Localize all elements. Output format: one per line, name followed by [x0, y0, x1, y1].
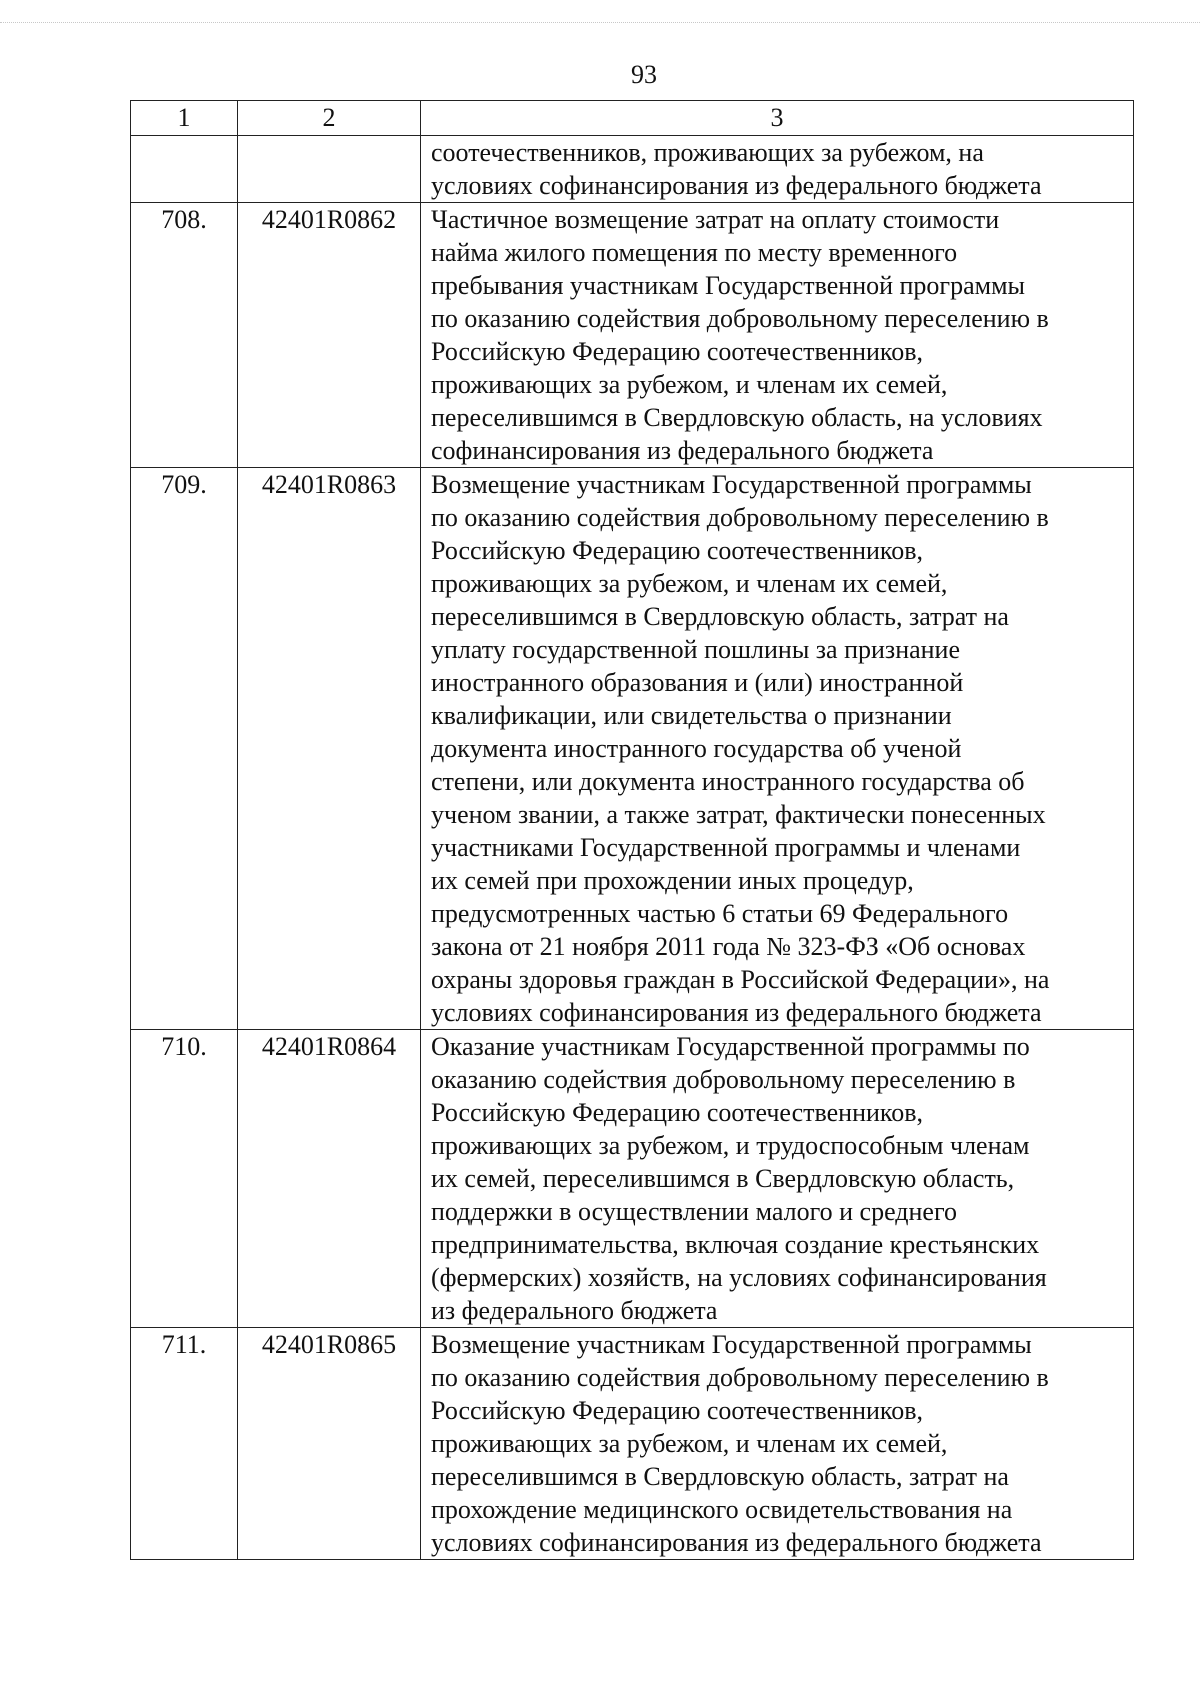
- description-line: их семей, переселившимся в Свердловскую область,: [431, 1164, 1015, 1193]
- row-number: [131, 136, 238, 203]
- description-line: (фермерских) хозяйств, на условиях софинансирования: [431, 1263, 1047, 1292]
- description-line: проживающих за рубежом, и трудоспособным членам: [431, 1131, 1030, 1160]
- budget-code: 42401R0865: [238, 1328, 421, 1560]
- description-line: переселившимся в Свердловскую область, затрат на: [431, 1462, 1009, 1491]
- header-col-3: 3: [421, 101, 1134, 136]
- budget-code: 42401R0864: [238, 1030, 421, 1328]
- description-line: условиях софинансирования из федерального бюджета: [431, 171, 1042, 200]
- description-line: степени, или документа иностранного государства об: [431, 767, 1025, 796]
- description-line: по оказанию содействия добровольному переселению в: [431, 304, 1049, 333]
- description-line: проживающих за рубежом, и членам их семей,: [431, 1429, 948, 1458]
- description-line: Возмещение участникам Государственной программы: [431, 470, 1032, 499]
- row-number: 711.: [131, 1328, 238, 1560]
- table-row: [131, 1328, 1134, 1560]
- description-line: условиях софинансирования из федерального бюджета: [431, 1528, 1042, 1557]
- description-line: Возмещение участникам Государственной программы: [431, 1330, 1032, 1359]
- expense-description: [421, 136, 1134, 203]
- description-line: пребывания участникам Государственной программы: [431, 271, 1026, 300]
- row-number: 708.: [131, 203, 238, 468]
- description-line: Частичное возмещение затрат на оплату стоимости: [431, 205, 1000, 234]
- description-line: уплату государственной пошлины за признание: [431, 635, 961, 664]
- description-line: переселившимся в Свердловскую область, затрат на: [431, 602, 1009, 631]
- description-line: предпринимательства, включая создание крестьянских: [431, 1230, 1040, 1259]
- description-line: условиях софинансирования из федерального бюджета: [431, 998, 1042, 1027]
- description-line: оказанию содействия добровольному переселению в: [431, 1065, 1016, 1094]
- description-line: Оказание участникам Государственной программы по: [431, 1032, 1030, 1061]
- row-number: 709.: [131, 468, 238, 1030]
- description-line: ученом звании, а также затрат, фактически понесенных: [431, 800, 1046, 829]
- page-number: 93: [631, 60, 657, 89]
- description-line: охраны здоровья граждан в Российской Федерации», на: [431, 965, 1050, 994]
- description-line: из федерального бюджета: [431, 1296, 718, 1325]
- table-header-row: [131, 101, 1134, 136]
- budget-code: [238, 136, 421, 203]
- description-line: проживающих за рубежом, и членам их семей,: [431, 569, 948, 598]
- budget-code: 42401R0863: [238, 468, 421, 1030]
- description-line: поддержки в осуществлении малого и среднего: [431, 1197, 957, 1226]
- description-line: софинансирования из федерального бюджета: [431, 436, 934, 465]
- description-line: по оказанию содействия добровольному переселению в: [431, 1363, 1049, 1392]
- budget-code-table: [130, 100, 1134, 1560]
- table-row: [131, 468, 1134, 1030]
- description-line: найма жилого помещения по месту временного: [431, 238, 958, 267]
- description-line: соотечественников, проживающих за рубежом, на: [431, 138, 984, 167]
- description-line: закона от 21 ноября 2011 года № 323-ФЗ «Об основах: [431, 932, 1026, 961]
- scan-dotted-edge: [0, 22, 1200, 23]
- expense-description: [421, 1030, 1134, 1328]
- expense-description: [421, 203, 1134, 468]
- expense-description: [421, 1328, 1134, 1560]
- description-line: прохождение медицинского освидетельствования на: [431, 1495, 1013, 1524]
- description-line: переселившимся в Свердловскую область, на условиях: [431, 403, 1043, 432]
- description-line: иностранного образования и (или) иностранной: [431, 668, 964, 697]
- description-line: предусмотренных частью 6 статьи 69 Федерального: [431, 899, 1009, 928]
- description-line: квалификации, или свидетельства о признании: [431, 701, 952, 730]
- description-line: участниками Государственной программы и членами: [431, 833, 1021, 862]
- description-line: их семей при прохождении иных процедур,: [431, 866, 914, 895]
- budget-code: 42401R0862: [238, 203, 421, 468]
- description-line: Российскую Федерацию соотечественников,: [431, 1396, 924, 1425]
- description-line: проживающих за рубежом, и членам их семей,: [431, 370, 948, 399]
- header-col-1: 1: [131, 101, 238, 136]
- row-number: 710.: [131, 1030, 238, 1328]
- header-col-2: 2: [238, 101, 421, 136]
- description-line: Российскую Федерацию соотечественников,: [431, 1098, 924, 1127]
- description-line: по оказанию содействия добровольному переселению в: [431, 503, 1049, 532]
- table-row: [131, 1030, 1134, 1328]
- description-line: Российскую Федерацию соотечественников,: [431, 536, 924, 565]
- description-line: Российскую Федерацию соотечественников,: [431, 337, 924, 366]
- description-line: документа иностранного государства об ученой: [431, 734, 962, 763]
- table-row: [131, 203, 1134, 468]
- table-row: [131, 136, 1134, 203]
- expense-description: [421, 468, 1134, 1030]
